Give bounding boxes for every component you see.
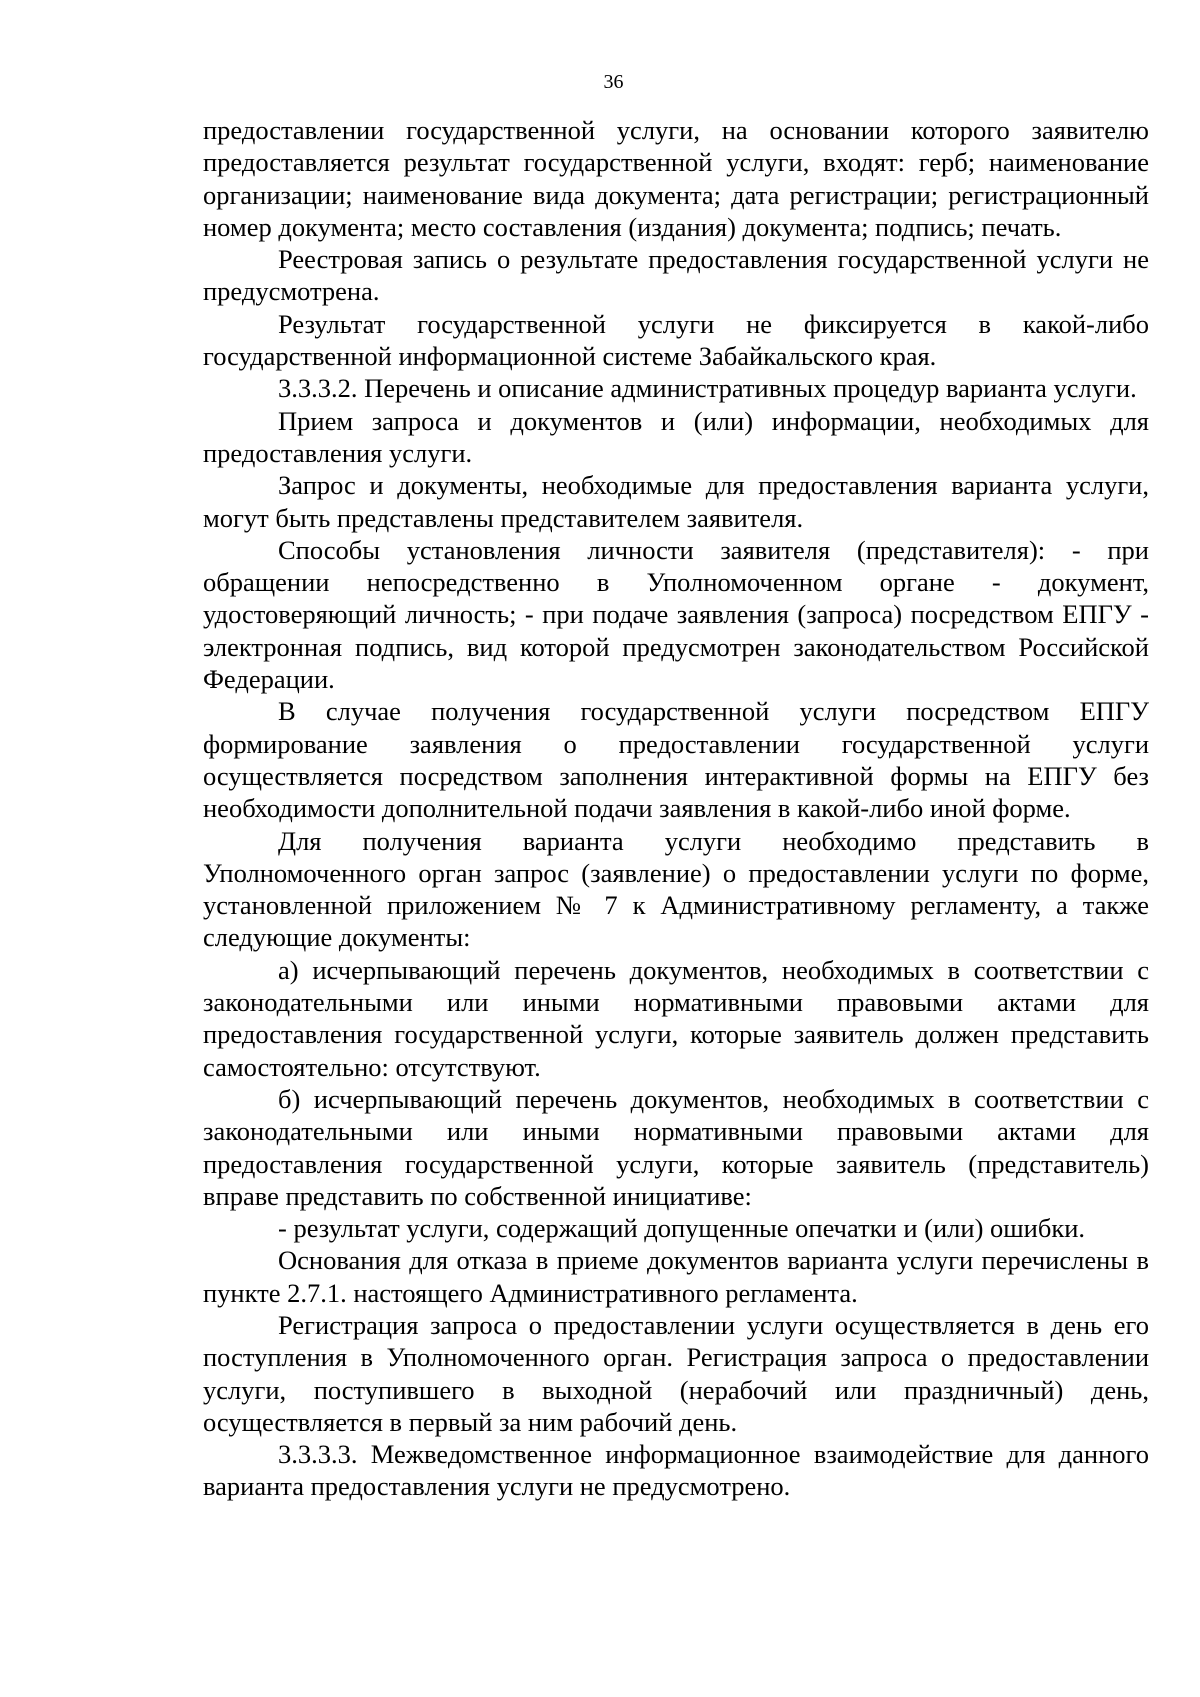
paragraph-continuation: предоставлении государственной услуги, на основании которого заявителю предоставляется результат государственной услуги, входят: герб; наименование организации; наименование вида документа; дата регистрации; регистрационный номер документа; место составления (издания) документа; подпись; печать. <box>203 115 1149 242</box>
paragraph: Результат государственной услуги не фиксируется в какой-либо государственной информационной системе Забайкальского края. <box>203 308 1149 372</box>
paragraph: Регистрация запроса о предоставлении услуги осуществляется в день его поступления в Уполномоченного орган. Регистрация запроса о предоставлении услуги, поступившего в выходной (нерабочий или праздничный) день, осуществляется в первый за ним рабочий день. <box>203 1309 1149 1437</box>
list-item-b: б) исчерпывающий перечень документов, необходимых в соответствии с законодательными или иными нормативными правовыми актами для предоставления государственной услуги, которые заявитель (представитель) вправе представить по собственной инициативе: <box>203 1083 1149 1211</box>
paragraph: Реестровая запись о результате предоставления государственной услуги не предусмотрена. <box>203 244 1149 307</box>
section-heading-3-3-3-3: 3.3.3.3. Межведомственное информационное взаимодействие для данного варианта предоставления услуги не предусмотрено. <box>203 1439 1149 1502</box>
paragraph: Запрос и документы, необходимые для предоставления варианта услуги, могут быть представлены представителем заявителя. <box>203 470 1149 533</box>
paragraph: Прием запроса и документов и (или) информации, необходимых для предоставления услуги. <box>203 405 1149 468</box>
page-number: 36 <box>603 71 624 93</box>
section-heading-3-3-3-2: 3.3.3.2. Перечень и описание административных процедур варианта услуги. <box>278 373 1137 404</box>
list-item-dash: - результат услуги, содержащий допущенные опечатки и (или) ошибки. <box>278 1213 1086 1244</box>
paragraph: Для получения варианта услуги необходимо представить в Уполномоченного орган запрос (заявление) о предоставлении услуги по форме, установленной приложением № 7 к Административному регламенту, а также следующие документы: <box>203 825 1149 953</box>
paragraph: В случае получения государственной услуги посредством ЕПГУ формирование заявления о предоставлении государственной услуги осуществляется посредством заполнения интерактивной формы на ЕПГУ без необходимости дополнительной подачи заявления в какой-либо иной форме. <box>203 696 1149 824</box>
paragraph: Способы установления личности заявителя (представителя): - при обращении непосредственно в Уполномоченном органе - документ, удостоверяющий личность; - при подаче заявления (запроса) посредством ЕПГУ - электронная подпись, вид которой предусмотрен законодательством Российской Федерации. <box>203 534 1149 695</box>
list-item-a: а) исчерпывающий перечень документов, необходимых в соответствии с законодательными или иными нормативными правовыми актами для предоставления государственной услуги, которые заявитель должен представить самостоятельно: отсутствуют. <box>203 954 1149 1082</box>
paragraph: Основания для отказа в приеме документов варианта услуги перечислены в пункте 2.7.1. настоящего Административного регламента. <box>203 1245 1149 1308</box>
document-body <box>203 114 1149 1503</box>
